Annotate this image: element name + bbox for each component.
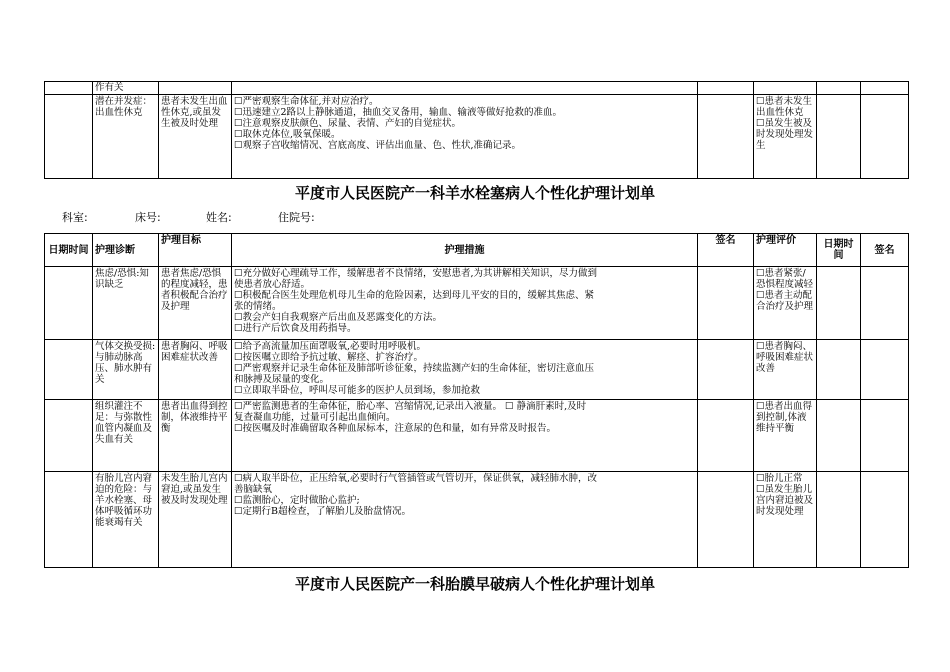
fragment-row [45, 82, 909, 95]
measure-line: 复查凝血功能，过量可引起出血倾向。 [234, 412, 396, 423]
table-row [45, 400, 909, 472]
measures-cell [232, 400, 698, 472]
header-evaluation: 护理评价 [754, 234, 817, 267]
diagnosis-cell: 气体交换受损:与肺动脉高压、肺水肿有关 [93, 340, 159, 400]
sign2-cell [861, 95, 909, 179]
measure-line: ☐严密观察并记录生命体征及肺部听诊征象，持续监测产妇的生命体征，密切注意血压 [234, 363, 595, 374]
sign-cell [698, 267, 754, 340]
header-date: 日期时间 [45, 234, 93, 267]
measure-line: ☐定期行B超检查，了解胎儿及胎盘情况。 [234, 506, 411, 517]
admission-label: 住院号: [278, 211, 315, 224]
header-sign2: 签名 [861, 234, 909, 267]
measures-cell [232, 267, 698, 340]
measure-line: ☐进行产后饮食及用药指导。 [234, 323, 357, 334]
sign-cell [698, 472, 754, 568]
goal-cell: 患者出血得到控制，体液维持平衡 [159, 400, 232, 472]
evaluation-cell: ☐患者紧张/恐惧程度减轻 ☐患者主动配合治疗及护理 [754, 267, 817, 340]
measure-line: 使患者放心舒适。 [234, 279, 311, 290]
measure-line: 善脑缺氧 [234, 484, 273, 495]
sign-cell [698, 340, 754, 400]
header-sign: 签名 [698, 234, 754, 267]
measure-line: ☐充分做好心理疏导工作，缓解患者不良情绪，安慰患者,为其讲解相关知识，尽力做到 [234, 268, 598, 279]
diagnosis-cell: 组织灌注不足：与弥散性血管内凝血及失血有关 [93, 400, 159, 472]
header-measures: 护理措施 [232, 234, 698, 267]
diagnosis-cell: 焦虑/恐惧:知识缺乏 [93, 267, 159, 340]
measure-line: ☐严密观察生命体征,并对应治疗。 [234, 96, 379, 107]
table-row [45, 95, 909, 179]
table-row [45, 267, 909, 340]
measure-line: ☐监测胎心，定时做胎心监护; [234, 495, 360, 506]
date2-cell [817, 400, 861, 472]
bed-label: 床号: [135, 211, 161, 224]
measures-cell [232, 340, 698, 400]
plan-title: 平度市人民医院产一科羊水栓塞病人个性化护理计划单 [294, 184, 655, 202]
diagnosis-cell: 有胎儿宫内窘迫的危险：与羊水栓塞、母体呼吸循环功能衰竭有关 [93, 472, 159, 568]
sign-cell [698, 95, 754, 179]
sign-cell [698, 400, 754, 472]
measures-cell [232, 95, 698, 179]
goal-cell: 患者焦虑/恐惧的程度减轻，患者积极配合治疗及护理 [159, 267, 232, 340]
sign2-cell [861, 472, 909, 568]
plan-title-2: 平度市人民医院产一科胎膜早破病人个性化护理计划单 [294, 575, 655, 593]
measure-line: ☐迅速建立2路以上静脉通道，抽血交叉备用，输血、输液等做好抢救的准血。 [234, 107, 563, 118]
goal-cell: 患者未发生出血性休克,或虽发生被及时处理 [159, 95, 232, 179]
measure-line: ☐取休克体位,吸氧保暖。 [234, 129, 341, 140]
sign2-cell [861, 267, 909, 340]
goal-cell: 未发生胎儿宫内窘迫,或虽发生被及时发现处理 [159, 472, 232, 568]
header-row [45, 234, 909, 267]
evaluation-cell: ☐患者胸闷、呼吸困难症状改善 [754, 340, 817, 400]
measure-line: ☐观察子宫收缩情况、宫底高度、评估出血量、色、性状,准确记录。 [234, 140, 522, 151]
measure-line: ☐严密监测患者的生命体征，胎心率、宫缩情况,记录出入液量。 ☐ 静滴肝素时,及时 [234, 401, 587, 412]
measure-line: ☐积极配合医生处理危机母儿生命的危险因素，达到母儿平安的目的，缓解其焦虑、紧 [234, 290, 595, 301]
nursing-plan-table [44, 233, 909, 568]
department-label: 科室: [62, 211, 88, 224]
measure-line: 和脉搏及尿量的变化。 [234, 374, 330, 385]
measures-cell [232, 472, 698, 568]
header-date2: 日期时间 [817, 234, 861, 267]
date2-cell [817, 340, 861, 400]
diagnosis-cell: 潜在并发症：出血性休克 [93, 95, 159, 179]
table-row [45, 340, 909, 400]
measure-line: ☐注意观察皮肤颜色、尿量、表情、产妇的自觉症状。 [234, 118, 462, 129]
measure-line: ☐立即取半卧位，呼叫尽可能多的医护人员到场，参加抢救 [234, 385, 481, 396]
goal-cell: 患者胸闷、呼吸困难症状改善 [159, 340, 232, 400]
evaluation-cell: ☐胎儿正常 ☐虽发生胎儿宫内窘迫被及时发现处理 [754, 472, 817, 568]
table-row [45, 472, 909, 568]
fragment-diagnosis: 作有关 [93, 82, 159, 95]
date2-cell [817, 95, 861, 179]
previous-plan-table [44, 81, 909, 179]
measure-line: ☐给予高流量加压面罩吸氧,必要时用呼吸机。 [234, 341, 427, 352]
date2-cell [817, 267, 861, 340]
sign2-cell [861, 400, 909, 472]
measure-line: ☐病人取半卧位，正压给氧,必要时行气管插管或气管切开，保证供氧，减轻肺水肿，改 [234, 473, 598, 484]
measure-line: ☐教会产妇自我观察产后出血及恶露变化的方法。 [234, 312, 443, 323]
measure-line: ☐按医嘱及时准确留取各种血尿标本，注意尿的色和量，如有异常及时报告。 [234, 423, 557, 434]
header-goal: 护理目标 [159, 234, 232, 267]
evaluation-cell: ☐患者出血得到控制,体液维持平衡 [754, 400, 817, 472]
date2-cell [817, 472, 861, 568]
measure-line: 张的情绪。 [234, 301, 282, 312]
sign2-cell [861, 340, 909, 400]
header-diagnosis: 护理诊断 [93, 234, 159, 267]
evaluation-cell: ☐患者未发生出血性休克 ☐虽发生被及时发现处理发生 [754, 95, 817, 179]
measure-line: ☐按医嘱立即给予抗过敏、解痉、扩容治疗。 [234, 352, 424, 363]
name-label: 姓名: [206, 211, 232, 224]
